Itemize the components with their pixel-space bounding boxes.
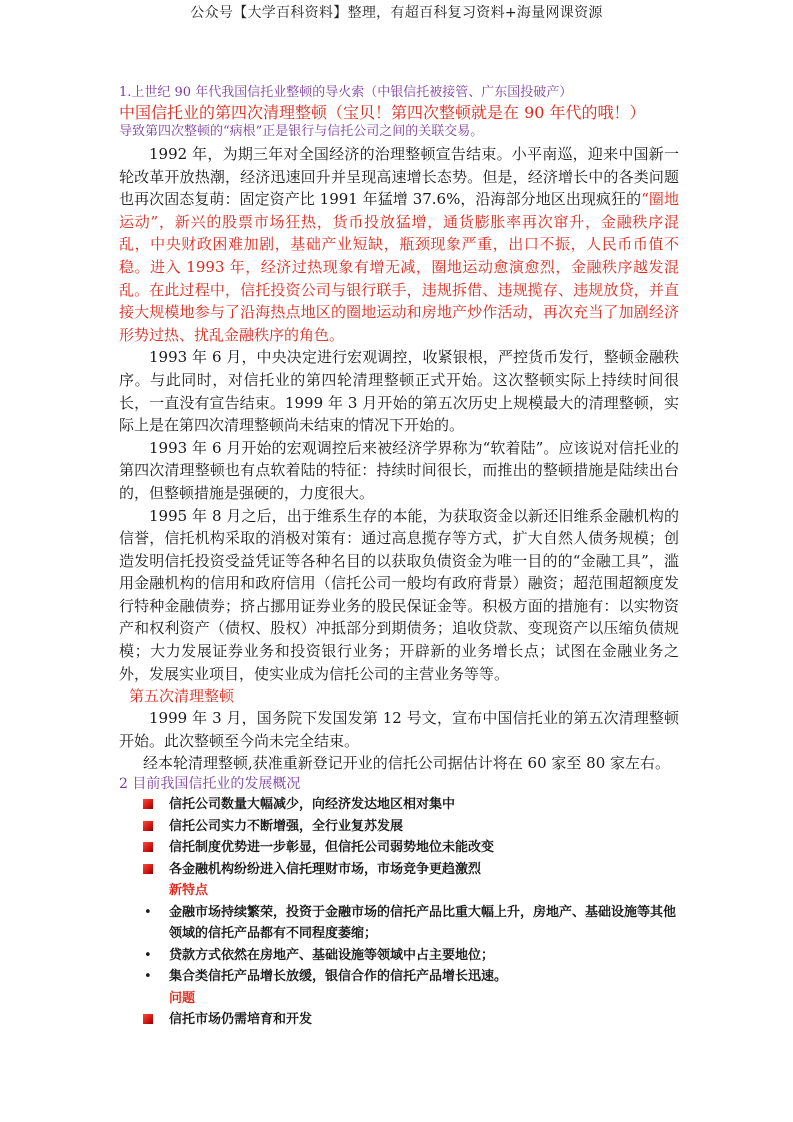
- list-item: 各金融机构纷纷进入信托理财市场，市场竞争更趋激烈: [119, 859, 679, 881]
- paragraph-1999-march: 1999 年 3 月，国务院下发国发第 12 号文，宣布中国信托业的第五次清理整顿开始。此次整顿至今尚未完全结束。: [119, 709, 679, 750]
- paragraph-1995-august: 1995 年 8 月之后，出于维系生存的本能，为获取资金以新还旧维系金融机构的信誉，信托机构采取的消极对策有：通过高息揽存等方式，扩大自然人债务规模；创造发明信托投资受益凭证等各种名目的以获取负债资金为唯一目的的“金融工具”，滥用金融机构的信用和政府信用（信托公司一般均有政府背景）融资；超范围超额度发行特种金融债券；挤占挪用证券业务的股民保证金等。积极方面的措施有：以实物资产和权利资产（债权、股权）冲抵部分到期债务；追收贷款、变现资产以压缩负债规模；大力发展证券业务和投资银行业务；开辟新的业务增长点；试图在金融业务之外，发展实业项目，使实业成为信托公司的主营业务等等。: [119, 506, 679, 683]
- paragraph-1992: [119, 143, 679, 346]
- red-square-bullet-icon: [143, 1014, 153, 1024]
- paragraph-estimate: 经本轮清理整顿,获准重新登记开业的信托公司据估计将在 60 家至 80 家左右。: [143, 754, 671, 773]
- paragraph-soft-landing: 1993 年 6 月开始的宏观调控后来被经济学界称为“软着陆”。应该说对信托业的第四次清理整顿也有点软着陆的特征：持续时间很长，而推出的整顿措施是陆续出台的，但整顿措施是强硬的，力度很大。: [119, 438, 679, 502]
- heading-fourth-rectification: 中国信托业的第四次清理整顿（宝贝！第四次整顿就是在 90 年代的哦！）: [119, 103, 646, 122]
- list-item: • 贷款方式依然在房地产、基础设施等领域中占主要地位；: [119, 945, 679, 967]
- list-item: • 集合类信托产品增长放缓，银信合作的信托产品增长迅速。: [119, 966, 679, 988]
- document-body: [119, 84, 679, 1031]
- list-item: 信托市场仍需培育和开发: [119, 1009, 679, 1031]
- section-development-overview-title: 2 目前我国信托业的发展概况: [119, 776, 301, 793]
- dot-bullet-icon: •: [144, 969, 152, 985]
- list-item: 信托公司实力不断增强，全行业复苏发展: [119, 816, 679, 838]
- section-fifth-rectification-title: 第五次清理整顿: [129, 687, 235, 706]
- dot-bullet-icon: •: [144, 904, 152, 920]
- red-square-bullet-icon: [143, 799, 153, 809]
- red-square-bullet-icon: [143, 821, 153, 831]
- list-item: 信托公司数量大幅减少，向经济发达地区相对集中: [119, 794, 679, 816]
- red-square-bullet-icon: [143, 842, 153, 852]
- heading-root-cause: 导致第四次整顿的“病根”正是银行与信托公司之间的关联交易。: [119, 124, 484, 139]
- overview-list: [119, 794, 679, 1031]
- paragraph-1993-june: 1993 年 6 月，中央决定进行宏观调控，收紧银根，严控货币发行，整顿金融秩序。与此同时，对信托业的第四轮清理整顿正式开始。这次整顿实际上持续时间很长，一直没有宣告结束。1999 年 3 月开始的第五次历史上规模最大的清理整顿，实际上是在第四次清理整顿尚未结束的情况下开始的。: [119, 348, 679, 435]
- paragraph-1992-text: 1992 年，为期三年对全国经济的治理整顿宣告结束。小平南巡，迎来中国新一轮改革开放热潮，经济迅速回升并呈现高速增长态势。但是，经济增长中的各类问题也再次固态复萌：固定资产比 1991 年猛增 37.6%，沿海部分地区出现疯狂的: [119, 145, 679, 209]
- page-header: 公众号【大学百科资料】整理，有超百科复习资料+海量网课资源: [190, 5, 603, 21]
- dot-bullet-icon: •: [144, 947, 152, 963]
- list-item: • 金融市场持续繁荣，投资于金融市场的信托产品比重大幅上升，房地产、基础设施等其他领域的信托产品都有不同程度萎缩；: [119, 902, 679, 945]
- problems-label: 问题: [169, 990, 196, 1006]
- heading-cause: 1.上世纪 90 年代我国信托业整顿的导火索（中银信托被接管、广东国投破产）: [119, 85, 573, 100]
- new-features-label: 新特点: [169, 883, 209, 899]
- red-square-bullet-icon: [143, 864, 153, 874]
- list-item: 信托制度优势进一步彰显，但信托公司弱势地位未能改变: [119, 837, 679, 859]
- paragraph-1992-highlight: “圈地运动”，新兴的股票市场狂热，货币投放猛增，通货膨胀率再次窜升，金融秩序混乱，中央财政困难加剧，基础产业短缺，瓶颈现象严重，出口不振，人民币币值不稳。进入 1993 年，经济过热现象有增无减，圈地运动愈演愈烈，金融秩序越发混乱。在此过程中，信托投资公司与银行联手，违规拆借、违规揽存、违规放贷，并直接大规模地参与了沿海热点地区的圈地运动和房地产炒作活动，再次充当了加剧经济形势过热、扰乱金融秩序的角色。: [119, 190, 680, 344]
